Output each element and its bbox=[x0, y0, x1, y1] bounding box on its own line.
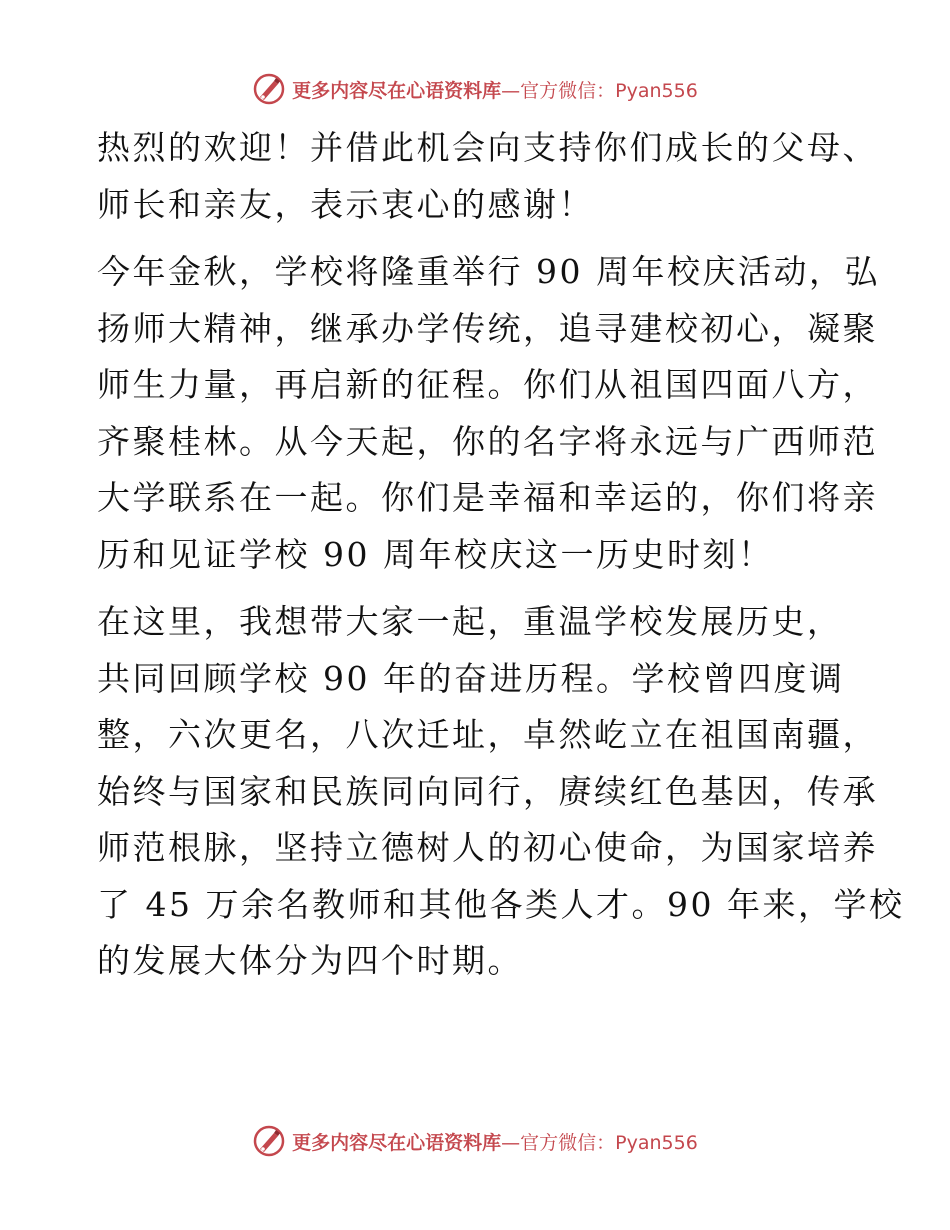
watermark-separator: — bbox=[501, 79, 521, 102]
paragraph-line: 了 45 万余名教师和其他各类人才。90 年来，学校 bbox=[97, 884, 905, 924]
header-watermark bbox=[0, 72, 950, 106]
paragraph-line: 扬师大精神，继承办学传统，追寻建校初心，凝聚 bbox=[97, 308, 878, 348]
watermark-main-text: 更多内容尽在心语资料库 bbox=[292, 1131, 502, 1154]
paragraph-line: 历和见证学校 90 周年校庆这一历史时刻！ bbox=[97, 534, 774, 574]
watermark-main-text: 更多内容尽在心语资料库 bbox=[292, 79, 502, 102]
watermark-official-wechat: 官方微信：Pyan556 bbox=[520, 79, 698, 102]
watermark-separator: — bbox=[501, 1131, 521, 1154]
paragraph-line: 整，六次更名，八次迁址，卓然屹立在祖国南疆， bbox=[97, 715, 878, 754]
paragraph-line: 师长和亲友，表示衷心的感谢！ bbox=[97, 184, 594, 224]
paragraph-line: 的发展大体分为四个时期。 bbox=[97, 941, 523, 980]
paragraph-line: 齐聚桂林。从今天起，你的名字将永远与广西师范 bbox=[97, 421, 878, 461]
paragraph-line: 始终与国家和民族同向同行，赓续红色基因，传承 bbox=[97, 771, 878, 811]
paragraph-line: 师生力量，再启新的征程。你们从祖国四面八方， bbox=[97, 365, 878, 404]
paragraph-line: 今年金秋，学校将隆重举行 90 周年校庆活动，弘 bbox=[97, 252, 880, 291]
watermark-official-wechat: 官方微信：Pyan556 bbox=[520, 1131, 698, 1154]
paragraph-2 bbox=[97, 244, 880, 583]
paragraph-line: 共同回顾学校 90 年的奋进历程。学校曾四度调 bbox=[97, 658, 845, 698]
pen-logo-icon bbox=[252, 72, 286, 106]
paragraph-3 bbox=[97, 594, 905, 990]
paragraph-line: 师范根脉，坚持立德树人的初心使命，为国家培养 bbox=[97, 828, 878, 867]
paragraph-line: 大学联系在一起。你们是幸福和幸运的，你们将亲 bbox=[97, 478, 878, 517]
paragraph-line: 在这里，我想带大家一起，重温学校发展历史， bbox=[97, 602, 843, 641]
paragraph-1 bbox=[97, 120, 878, 233]
footer-watermark bbox=[0, 1124, 950, 1158]
document-body bbox=[97, 120, 905, 990]
paragraph-line: 热烈的欢迎！并借此机会向支持你们成长的父母、 bbox=[97, 128, 878, 167]
pen-logo-icon bbox=[252, 1124, 286, 1158]
